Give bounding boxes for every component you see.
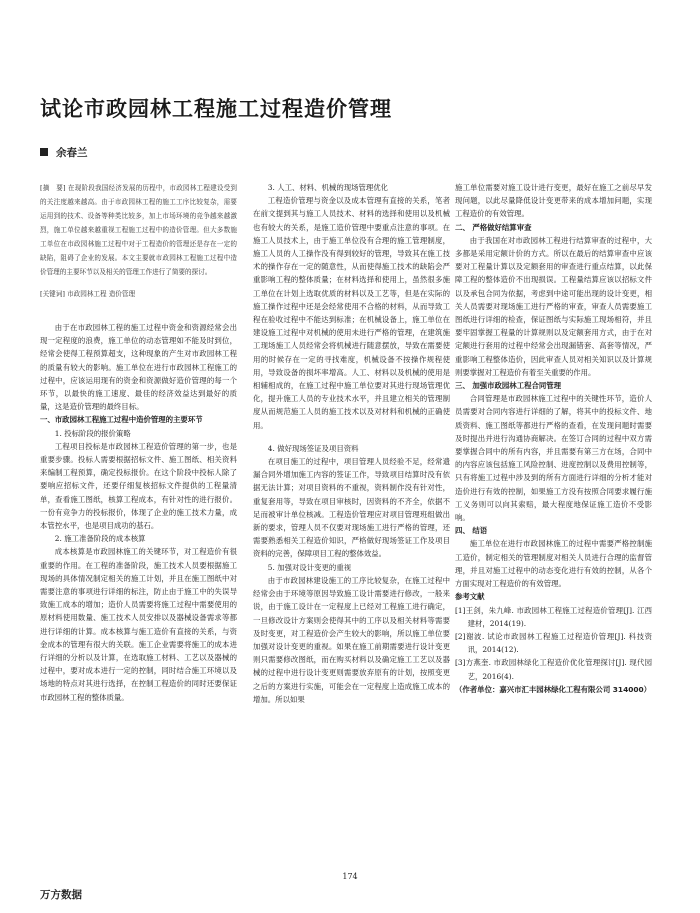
references-title: 参考文献 [455,592,485,602]
abstract [40,181,237,279]
reference-item: [2]谢波. 试论市政园林工程施工过程造价管理[J]. 科技资讯，2014(12). [455,631,652,655]
subsection-text-4: 在项目施工的过程中，项目管理人员经验不足，经常遗漏合同外增加施工内容的签证工作，导致项目结算时没有依据无法计算；对项目资料的不重视，资料制作没有针对性，重复套用等，导致在项目审核时，因资料的不齐全，依据不足而被审计单位核减。工程造价管理应对项目管理班组做出新的要求，管理人员不仅要对现场施工进行严格的管理，还需要熟悉相关工程造价知识，严格做好现场签证工作及项目资料的完善，保障项目工程的整体效益。 [253,457,450,559]
intro-paragraph: 由于在市政园林工程的施工过程中资金和资源经常会出现一定程度的浪费，施工单位的动态管理如不能及时到位，经常会使得工程预算超支，这种现象的产生对市政园林工程的质量有较大的影响。施工单位在进行市政园林工程施工的过程中，应该运用现有的资金和资源做好造价管理的每一个环节，以最快的施工速度、最佳的经济效益达到最好的质量，这是造价管理的最终目标。 [40,323,237,412]
footer-watermark: 万方数据 [40,889,82,901]
abstract-label: [摘 要] [40,184,66,192]
article-title: 试论市政园林工程施工过程造价管理 [40,97,392,121]
section-text-4: 施工单位在进行市政园林施工的过程中需要严格控制施工造价，制定相关的管理制度对相关人员进行合理的监督管理，并且对施工过程中的动态变化进行有效的控制，从各个方面实现对工程造价的有效管理。 [455,539,652,589]
column-3 [455,181,652,696]
subsection-text-2: 成本核算是市政园林施工的关键环节，对工程造价有很重要的作用。在工程的准备阶段，施工技术人员要根据施工现场的具体情况制定相关的施工计划，并且在施工图纸中对需要注意的事项进行详细的标注，防止由于施工中的失误导致施工成本的增加；造价人员需要将施工过程中需要使用的原材料使用数量、施工技术人员安排以及器械设备需求等都进行详细的计算。成本核算与施工造价有直接的关系，与资金成本的管理有很大的关联。施工企业需要将施工的成本进行详细的分析以及计算，在选取施工材料、工艺以及器械的过程中，要对成本进行一定的控制，同时结合施工环境以及场地的特点对其进行选择，在控制工程造价的同时还要保证市政园林工程的整体质量。 [40,547,237,702]
subsection-title-5: 5. 加强对设计变更的重视 [267,562,352,572]
subsection-title-1: 1. 投标阶段的报价策略 [54,428,131,438]
abstract-text: 在现阶段我国经济发展的历程中，市政园林工程建设受到的关注度越来越高。由于市政园林工程的施工工序比较复杂，需要运用到的技术、设备等种类比较多，加上市场环境的竞争越来越激烈，施工单位越来越重视工程施工过程中的造价管理。但大多数施工单位在市政园林施工过程中对于工程造价的管理还是存在一定的缺陷，阻碍了企业的发展。本文主要就市政园林工程施工过程中造价管理的主要环节以及相关的管理工作进行了简要的探讨。 [40,184,237,276]
keywords-text: 市政园林工程 造价管理 [67,290,136,298]
section-text-3: 合同管理是市政园林施工过程中的关键性环节，造价人员需要对合同内容进行详细的了解，将其中的投标文件、地质资料、施工图纸等都进行严格的查看，在发现问题时需要及时提出并进行沟通协商解决。在签订合同的过程中双方需要掌握合同中的所有内容，并且需要有第三方在场，合同中的内容应该包括施工风险控制、进度控制以及费用控制等，只有将施工过程中涉及到的所有方面进行详细的分析才能对造价进行有效的控制，如果施工方没有按照合同要求履行施工义务则可以向其索赔，最大程度地保证施工造价不受影响。 [455,394,652,523]
author-affiliation: （作者单位：嘉兴市汇丰园林绿化工程有限公司 314000） [455,684,652,694]
section-text-2: 由于我国在对市政园林工程进行结算审查的过程中，大多都是采用定额计价的方式。所以在最后的结算审查中应该要对工程量计算以及定额套用的审查进行重点结算，以此保障工程的整体造价不出现损误。工程量结算应该以招标文件以及承包合同为依据，考虑到中途可能出现的设计变更，相关人员需要对现场施工进行严格的审查，审查人员需要施工图纸进行详细的检查，保证图纸与实际施工现场相符，并且要牢固掌握工程量的计算规则以及定额套用方式，由于在对定额进行套用的过程中经常会出现漏错套、高套等情况，严重影响工程整体造价，因此审查人员对相关知识以及计算规则要掌握对工程造价有着至关重要的作用。 [455,235,652,377]
author-name: 余春兰 [56,147,88,159]
keywords-label: [关键词] [40,290,65,298]
reference-item: [1]王剑，朱九峰. 市政园林工程施工过程造价管理[J]. 江西建材，2014(19). [455,605,652,628]
subsection-title-3: 3. 人工、材料、机械的现场管理优化 [267,183,389,192]
column-2 [253,181,450,706]
subsection-text-3: 工程造价管理与资金以及成本管理有直接的关系，笔者在前文提到其与施工人员技术、材料的选择和使用以及机械也有较大的关系，是施工造价管理中要重点注意的事项。在施工人员技术上，由于施工单位没有合理的施工管理制度，施工人员的人工操作没有得到较好的管理，导致其在施工技术的操作存在一定的随意性，从而使得施工技术的缺陷会严重影响工程的整体质量；在材料选择和使用上，虽然很多施工单位在计划上选取优质的材料以及工艺等，但是在实际的施工操作过程中还是会经常使用不合格的材料，从而导致工程在验收过程中不能达到标准；在机械设备上，施工单位在建设施工过程中对机械的使用未进行严格的管理，在建筑施工现场施工人员经常会将机械进行随意摆放，导致在需要使用的时候存在一定的寻找难度，机械设备不按操作规程使用，导致设备的损坏率增高。人工、材料以及机械的使用是相辅相成的，在施工过程中施工单位要对其进行现场管理优化，提升施工人员的专业技术水平，并且建立相关的管理制度从而规范施工人员的施工技术以及对材料和机械的正确使用。 [253,196,450,430]
page-number: 174 [342,872,358,881]
square-bullet-icon [40,148,48,156]
author-line [40,145,88,160]
column-1 [40,181,237,704]
keywords [40,287,237,301]
section-heading-3: 三、 加强市政园林工程合同管理 [455,381,562,391]
subsection-title-2: 2. 施工准备阶段的成本核算 [54,534,146,544]
section-heading-4: 四、 结语 [455,526,488,536]
subsection-text-1: 工程项目投标是市政园林工程造价管理的第一步，也是重要步骤。投标人需要根据招标文件、施工图纸、相关资料来编制工程预算，确定投标报价。在这个阶段中投标人除了要响应招标文件，还要仔细复核招标文件提供的工程量清单，查看施工图纸，核算工程成本，有针对性的进行报价。一份有竞争力的投标报价，体现了企业的施工技术力量，成本管控水平，也是项目成功的基石。 [40,441,237,531]
continued-paragraph: 施工单位需要对施工设计进行变更，最好在施工之前尽早发现问题，以此尽量降低设计变更带来的成本增加问题，实现工程造价的有效管理。 [455,183,652,219]
subsection-title-4: 4. 做好现场签证及项目资料 [267,443,359,453]
reference-item: [3]方燕奎. 市政园林绿化工程造价优化管理探讨[J]. 现代园艺，2016(4). [455,658,652,681]
section-heading-1: 一、市政园林工程施工过程中造价管理的主要环节 [40,415,203,425]
section-heading-2: 二、 严格做好结算审查 [455,222,532,232]
subsection-text-5: 由于市政园林建设施工的工序比较复杂，在施工过程中经常会由于环境等原因导致施工设计需要进行修改，一般来说，由于施工设计在一定程度上已经对工程施工进行确定，一旦修改设计方案则会使得其中的工序以及相关材料等需要及时变更，对工程造价会产生较大的影响，所以施工单位要加强对设计变更的重视。如果在施工前期需要进行设计变更则只需要修改图纸，而在购买材料以及确定施工工艺以及器械的过程中进行设计变更则需要放弃原有的计划，按照变更之后的方案进行实施，可能会在一定程度上造成施工成本的增加。所以如果 [253,575,450,704]
